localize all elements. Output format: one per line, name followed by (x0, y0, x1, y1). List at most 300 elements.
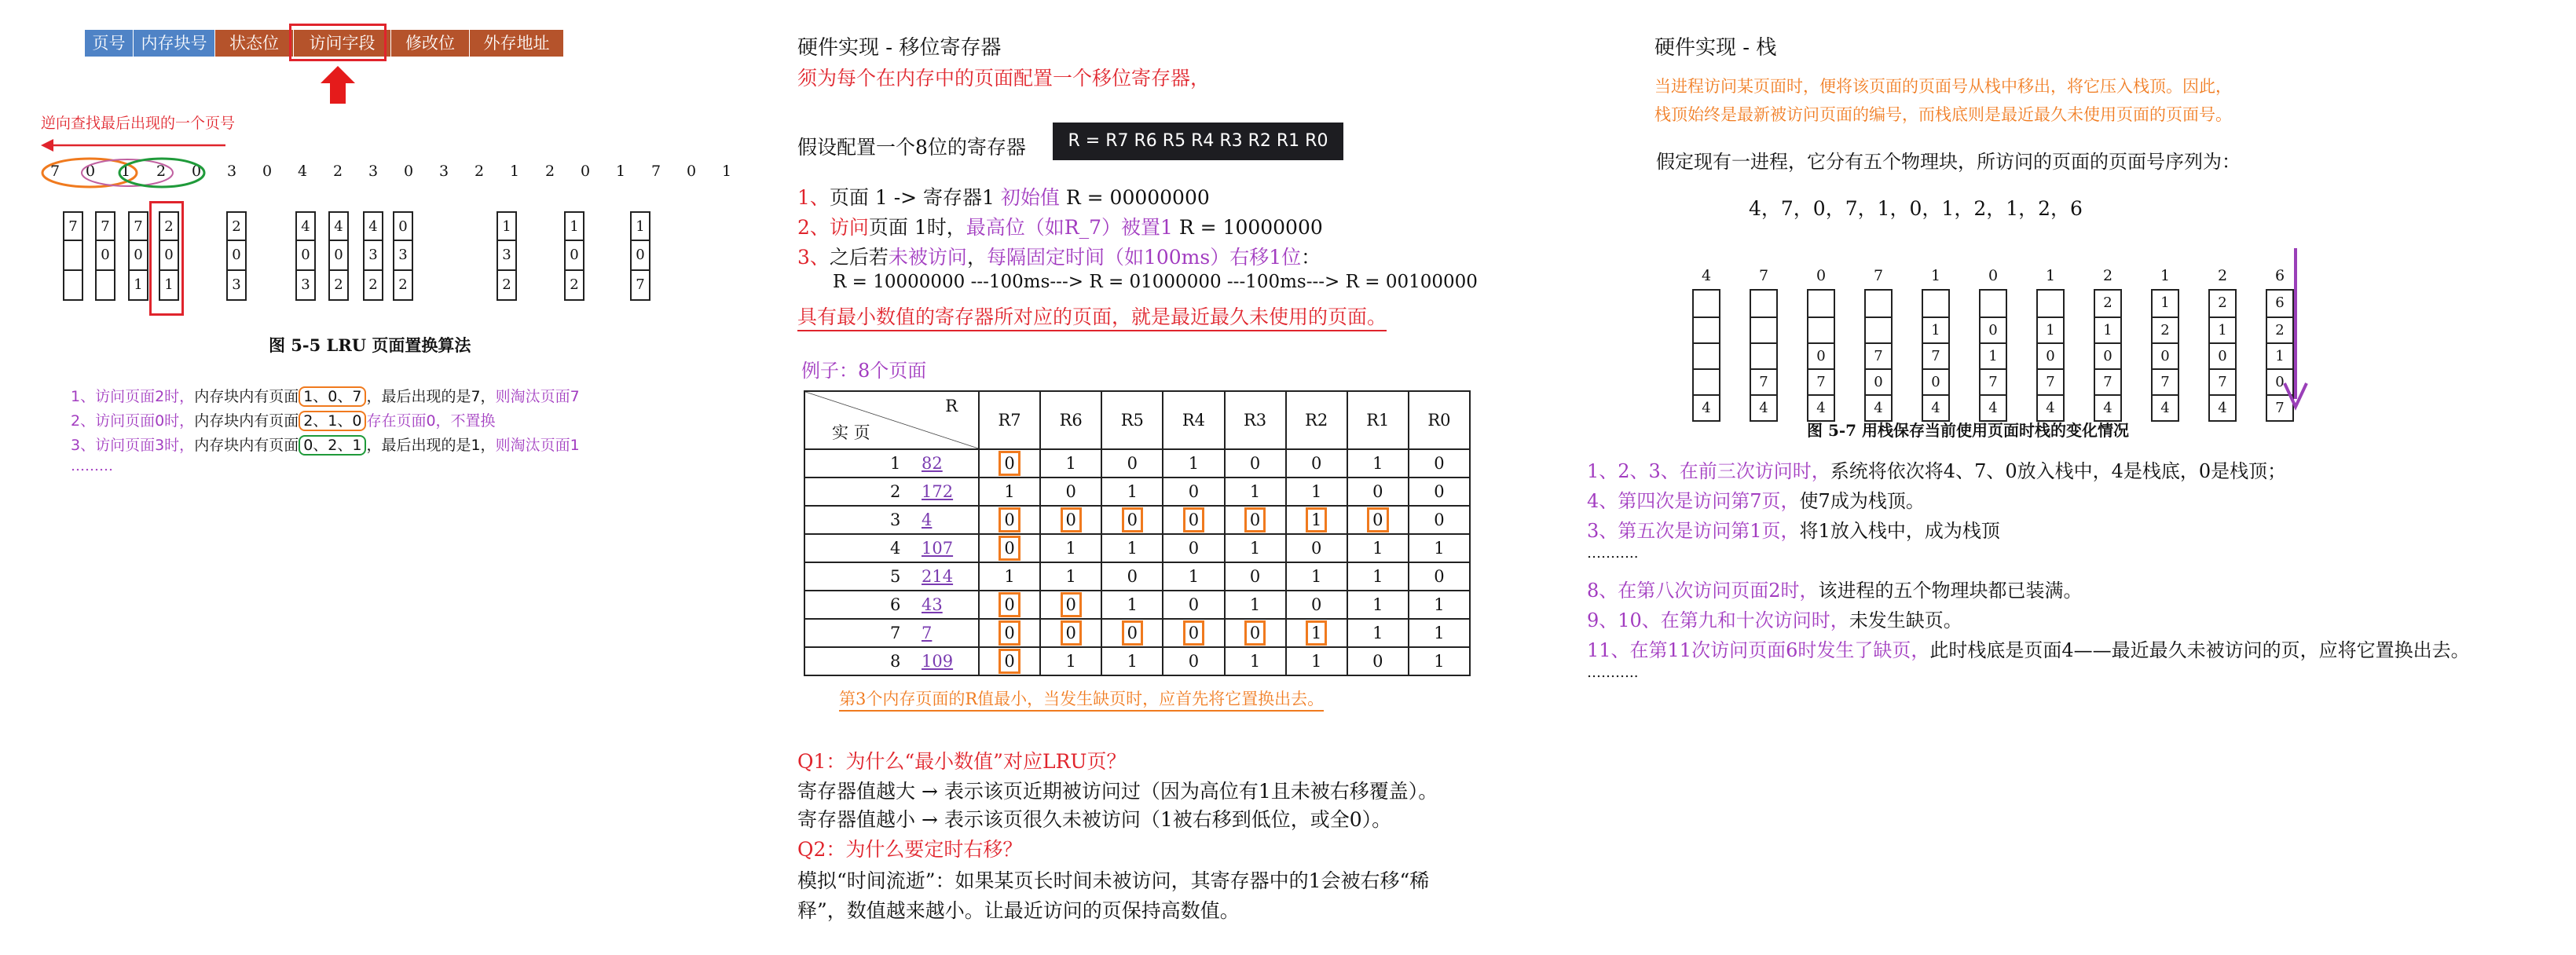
note-lead: 4、第四次是访问第7页， (1587, 490, 1800, 512)
bit-value: 1 (1065, 567, 1076, 586)
step-1-value: R = 00000000 (1059, 186, 1210, 209)
bit-value: 1 (1311, 567, 1322, 586)
stack-cell: 1 (2095, 317, 2120, 342)
frame-cell (63, 241, 83, 271)
note-text: 此时栈底是页面4——最近最久未被访问的页，应将它置换出去。 (1929, 639, 2470, 661)
frame-cell: 0 (328, 241, 349, 271)
bit-cell (1163, 534, 1224, 562)
frame-cell: 4 (295, 211, 316, 241)
step-1-num: 1、 (797, 186, 830, 209)
stack-access-label: 7 (1873, 267, 1884, 284)
stack-cell: 2 (2267, 317, 2292, 342)
bit-cell (1225, 506, 1286, 534)
row-page-link[interactable]: 107 (922, 539, 954, 558)
stack-cell: 0 (2095, 342, 2120, 368)
note-text: 将1放入栈中，成为栈顶 (1799, 520, 2000, 542)
frame-cell: 1 (128, 271, 148, 301)
bit-value: 1 (1311, 652, 1322, 671)
stack-cell: 0 (2153, 342, 2178, 368)
bit-cell (1040, 534, 1101, 562)
bit-cell (1101, 647, 1163, 675)
frame-cell: 0 (128, 241, 148, 271)
row-page-link[interactable]: 214 (922, 567, 954, 586)
bit-cell (1409, 478, 1470, 506)
sequence-item: 0 (191, 163, 202, 180)
corner-page-label: 实 页 (832, 423, 870, 442)
note-text: 该进程的五个物理块都已装满。 (1818, 580, 2083, 602)
step-2-num: 2、 (797, 216, 830, 239)
step-3-comma: ， (966, 246, 987, 269)
table-row (804, 534, 1470, 562)
sequence-item: 2 (156, 163, 167, 180)
bit-cell (1225, 449, 1286, 478)
stack-access-label: 2 (2217, 267, 2228, 284)
note-text: 系统将依次将4、7、0放入栈中，4是栈底，0是栈顶； (1830, 460, 2287, 482)
stack-note (1587, 456, 2286, 483)
sequence-item: 3 (438, 163, 449, 180)
stack-cell (1694, 291, 1719, 317)
stack-desc-2: 栈顶始终是最新被访问页面的编号，而栈底则是最近最久未使用页面的页面号。 (1654, 105, 2232, 124)
bit-cell (1040, 506, 1101, 534)
bit-value: 0 (1434, 567, 1445, 586)
stack-cell: 4 (2095, 394, 2120, 420)
bit-value: 0 (1372, 652, 1383, 671)
stack-cell (1751, 291, 1776, 317)
bit-cell (1101, 562, 1163, 591)
q2-answer-1: 模拟“时间流逝”：如果某页长时间未被访问，其寄存器中的1会被右移“稀 (797, 869, 1430, 892)
column-header-label: R4 (1182, 411, 1206, 430)
access-field-highlight (289, 24, 387, 61)
q1-answer-2: 寄存器值越小 → 表示该页很久未被访问（1被右移到低位，或全0）。 (797, 808, 1392, 831)
bit-value: 0 (999, 592, 1020, 617)
stack-cell: 4 (1751, 394, 1776, 420)
stack-column (1922, 267, 1950, 422)
note-text: ……….. (1587, 545, 1639, 562)
bit-cell (979, 619, 1040, 647)
bit-cell (1409, 591, 1470, 619)
bit-value: 1 (1434, 652, 1445, 671)
shift-line: R = 10000000 ---100ms---> R = 01000000 ---100ms---> R = 00100000 (833, 272, 1478, 292)
row-label (804, 478, 979, 506)
step-2-access: 访问 (829, 216, 869, 239)
stack-cell: 6 (2275, 295, 2285, 311)
stack-box (2208, 289, 2237, 422)
header-cell: 内存块号 (134, 30, 215, 57)
stack-cell: 7 (1751, 368, 1776, 394)
section-title: 硬件实现 - 移位寄存器 (797, 36, 1002, 60)
column-header (1225, 391, 1286, 449)
sequence-item: 1 (615, 163, 626, 180)
corner-r-label: R (945, 397, 958, 415)
bit-cell (1409, 619, 1470, 647)
stack-cell: 7 (1923, 342, 1948, 368)
q1-answer-1: 寄存器值越大 → 表示该页近期被访问过（因为高位有1且未被右移覆盖）。 (797, 780, 1438, 803)
frame-cell: 3 (363, 241, 383, 271)
frame-cell: 1 (159, 271, 179, 301)
bit-value: 1 (1065, 454, 1076, 473)
column-header (1347, 391, 1409, 449)
figure-caption-5-5: 图 5-5 LRU 页面置换算法 (269, 335, 471, 355)
bit-cell (1040, 562, 1101, 591)
bit-value: 1 (1434, 624, 1445, 642)
row-page-link[interactable]: 109 (922, 652, 954, 671)
frame-cell: 7 (63, 211, 83, 241)
step-3-colon: ： (1301, 246, 1321, 269)
stack-cell: 7 (1981, 368, 2006, 394)
frame-cell: 1 (497, 211, 517, 241)
frame-cell: 4 (328, 211, 349, 241)
note-text: 内存块内有页面 (194, 437, 299, 454)
bit-cell (979, 449, 1040, 478)
bit-cell (1101, 534, 1163, 562)
column-header-label: R1 (1366, 411, 1390, 430)
reverse-search-note: 逆向查找最后出现的一个页号 (41, 115, 236, 132)
bit-value: 1 (1127, 482, 1138, 501)
header-cell: 修改位 (391, 30, 470, 57)
bit-cell (1040, 449, 1101, 478)
sequence-item: 7 (650, 163, 661, 180)
stack-cell: 0 (2038, 342, 2063, 368)
bit-cell (1225, 562, 1286, 591)
stack-sequence: 4，7，0，7，1，0，1，2，1，2，6 (1749, 197, 2083, 220)
bit-value: 0 (999, 620, 1020, 646)
stack-access-label: 0 (1816, 267, 1827, 284)
frame-cell: 4 (363, 211, 383, 241)
stack-cell: 7 (2267, 394, 2292, 420)
bit-value: 0 (1244, 507, 1266, 532)
note-text: ……….. (1587, 664, 1639, 681)
bit-cell (1347, 591, 1409, 619)
row-id: 7 (890, 624, 901, 642)
frame-cell (95, 271, 115, 301)
frame-cell: 0 (295, 241, 316, 271)
note-result: 则淘汰页面1 (495, 437, 580, 454)
note-text: 内存块内有页面 (194, 388, 299, 405)
bit-value: 0 (1367, 507, 1388, 532)
stack-column (2094, 267, 2122, 422)
sequence-item: 2 (474, 163, 485, 180)
stack-box (1692, 289, 1720, 422)
header-cell: 页号 (85, 30, 134, 57)
bit-cell (979, 562, 1040, 591)
row-page-link[interactable]: 43 (922, 595, 943, 614)
column-header (1286, 391, 1347, 449)
stack-note (1587, 575, 2083, 602)
frame-column (328, 211, 349, 301)
frame-column (63, 211, 83, 301)
stack-cell (1866, 291, 1891, 317)
bit-value: 0 (1122, 620, 1143, 646)
sequence-item: 0 (85, 163, 96, 180)
bit-cell (1409, 647, 1470, 675)
sequence-item: 1 (509, 163, 520, 180)
ellipsis: ……… (71, 458, 113, 474)
stack-box (2094, 289, 2122, 422)
stack-access-label: 1 (2045, 267, 2056, 284)
bit-value: 0 (1188, 482, 1200, 501)
note-box: 1、0、7 (299, 386, 366, 407)
bit-value: 0 (1311, 595, 1322, 614)
row-id: 1 (890, 454, 901, 473)
frame-cell: 3 (226, 271, 247, 301)
frame-cell: 0 (226, 241, 247, 271)
column-header-label: R3 (1243, 411, 1267, 430)
stack-access-label: 1 (2160, 267, 2171, 284)
header-cell: 状态位 (215, 30, 294, 57)
bit-cell (1286, 478, 1347, 506)
row-id: 5 (890, 567, 901, 586)
stack-column (2151, 267, 2179, 422)
bit-value: 0 (1249, 567, 1261, 586)
frame-cell: 2 (564, 271, 584, 301)
bit-cell (1286, 562, 1347, 591)
bit-value: 0 (1061, 592, 1082, 617)
frame-column (630, 211, 650, 301)
stack-cell: 1 (2267, 342, 2292, 368)
stack-cell: 2 (2218, 295, 2227, 311)
sequence-ovals (28, 152, 217, 193)
sequence-item: 7 (49, 163, 60, 180)
bit-value: 0 (1311, 454, 1322, 473)
bit-value: 1 (1306, 620, 1327, 646)
row-id: 8 (890, 652, 901, 671)
sequence-item: 3 (368, 163, 379, 180)
bit-cell (1225, 647, 1286, 675)
note-mid: ，最后出现的是7， (366, 388, 496, 405)
note-lead: 2、访问页面0时， (71, 412, 195, 430)
bit-value: 1 (1372, 454, 1383, 473)
column-header-label: R2 (1305, 411, 1328, 430)
stack-cell (1694, 368, 1719, 394)
sequence-item: 1 (120, 163, 131, 180)
bit-cell (1409, 534, 1470, 562)
bit-value: 0 (999, 536, 1020, 561)
bit-value: 0 (1183, 620, 1204, 646)
bit-cell (1101, 478, 1163, 506)
column-highlight (149, 201, 184, 316)
bit-cell (1225, 534, 1286, 562)
column-header (1409, 391, 1470, 449)
stack-assume: 假定现有一进程，它分有五个物理块，所访问的页面的页面号序列为： (1656, 151, 2241, 173)
frame-cell: 3 (393, 241, 413, 271)
step-1 (797, 182, 1210, 210)
stack-cell: 0 (1981, 317, 2006, 342)
note-box: 2、1、0 (299, 411, 366, 431)
stack-note (1587, 515, 2000, 543)
assume-register: 假设配置一个8位的寄存器 (797, 136, 1026, 159)
stack-cell (1808, 317, 1834, 342)
column-header (1163, 391, 1224, 449)
step-2-value: R = 10000000 (1172, 216, 1323, 239)
stack-cell: 1 (1923, 317, 1948, 342)
row-page-link[interactable]: 4 (922, 510, 933, 529)
bit-value: 1 (1372, 624, 1383, 642)
bit-cell (1163, 619, 1224, 647)
frame-column (564, 211, 584, 301)
stack-cell: 4 (1808, 394, 1834, 420)
bit-cell (1163, 478, 1224, 506)
frame-cell: 2 (226, 211, 247, 241)
frame-cell: 7 (95, 211, 115, 241)
figure-caption-5-7: 图 5-7 用栈保存当前使用页面时栈的变化情况 (1807, 421, 2130, 440)
frame-column (226, 211, 247, 301)
stack-cell: 0 (1866, 368, 1891, 394)
bit-value: 1 (1434, 595, 1445, 614)
frame-column (363, 211, 383, 301)
frame-cell: 3 (295, 271, 316, 301)
bit-cell (1286, 506, 1347, 534)
column-header-label: R5 (1120, 411, 1144, 430)
table-row (804, 562, 1470, 591)
bit-value: 1 (1249, 652, 1261, 671)
step-1-text: 页面 1 -> 寄存器1 (829, 186, 1001, 209)
stack-access-label: 0 (1988, 267, 1999, 284)
frame-cell: 7 (128, 211, 148, 241)
bit-value: 0 (1244, 620, 1266, 646)
bit-value: 1 (1311, 482, 1322, 501)
section-title-stack: 硬件实现 - 栈 (1654, 36, 1777, 60)
bit-value: 0 (1183, 507, 1204, 532)
stack-cell: 2 (2103, 295, 2112, 311)
sequence-item: 3 (226, 163, 237, 180)
stack-cell: 1 (2210, 317, 2235, 342)
frame-cell: 1 (564, 211, 584, 241)
bit-value: 1 (1249, 482, 1261, 501)
note-lead: 1、访问页面2时， (71, 388, 195, 405)
row-page-link[interactable]: 82 (922, 454, 943, 473)
column-header (1101, 391, 1163, 449)
step-2 (797, 212, 1323, 240)
frame-cell: 1 (630, 211, 650, 241)
sequence-item: 1 (721, 163, 732, 180)
lru-note (71, 434, 580, 455)
header-cell: 访问字段 (294, 30, 391, 57)
stack-note (1587, 635, 2470, 662)
bit-cell (1101, 449, 1163, 478)
step-2-text: 页面 1时， (868, 216, 966, 239)
stack-cell: 0 (1923, 368, 1948, 394)
bit-value: 1 (1372, 567, 1383, 586)
stack-box (1922, 289, 1950, 422)
note-text: 未发生缺页。 (1849, 609, 1962, 631)
frame-column (128, 211, 148, 301)
bit-value: 1 (1127, 539, 1138, 558)
bit-value: 0 (1434, 454, 1445, 473)
frame-cell: 3 (497, 241, 517, 271)
table-row (804, 478, 1470, 506)
stack-note (1587, 545, 1638, 562)
stack-cell: 0 (2267, 368, 2292, 394)
stack-cell: 1 (2038, 317, 2063, 342)
table-row (804, 647, 1470, 675)
bit-cell (1163, 591, 1224, 619)
stack-access-label: 7 (1758, 267, 1769, 284)
bit-value: 1 (1127, 595, 1138, 614)
column-header-label: R0 (1427, 411, 1451, 430)
stack-cell (1981, 291, 2006, 317)
stack-column (2208, 267, 2237, 422)
frame-cell: 0 (630, 241, 650, 271)
bit-value: 0 (1188, 652, 1200, 671)
bit-value: 0 (1061, 507, 1082, 532)
stack-cell (1923, 291, 1948, 317)
bit-value: 0 (1249, 454, 1261, 473)
stack-cell: 4 (1923, 394, 1948, 420)
row-label (804, 534, 979, 562)
table-row (804, 506, 1470, 534)
note-lead: 1、2、3、在前三次访问时， (1587, 460, 1830, 482)
stack-cell: 7 (1866, 342, 1891, 368)
bit-cell (1163, 562, 1224, 591)
stack-cell (2038, 291, 2063, 317)
stack-cell (1808, 291, 1834, 317)
frame-column (393, 211, 413, 301)
example-title: 例子：8个页面 (801, 360, 927, 382)
stack-cell: 7 (2038, 368, 2063, 394)
stack-cell: 4 (1866, 394, 1891, 420)
bit-cell (1347, 478, 1409, 506)
step-3-text: 之后若 (829, 246, 889, 269)
row-page-link[interactable]: 172 (922, 482, 954, 501)
frame-cell: 2 (159, 211, 179, 241)
bit-cell (979, 534, 1040, 562)
column-header-label: R7 (998, 411, 1021, 430)
bit-value: 1 (1249, 595, 1261, 614)
stack-column (1750, 267, 1778, 422)
bit-cell (1347, 647, 1409, 675)
step-3-num: 3、 (797, 246, 830, 269)
row-page-link[interactable]: 7 (922, 624, 933, 642)
bit-value: 0 (1061, 620, 1082, 646)
lru-note (71, 385, 580, 406)
note-lead: 11、在第11次访问页面6时发生了缺页， (1587, 639, 1930, 661)
note-text: 使7成为栈顶。 (1799, 490, 1925, 512)
bit-cell (1040, 478, 1101, 506)
stack-cell: 7 (1808, 368, 1834, 394)
bit-value: 0 (1372, 482, 1383, 501)
step-3-shift: 每隔固定时间（如100ms）右移1位 (986, 246, 1302, 269)
stack-cell (1694, 342, 1719, 368)
stack-cell (1866, 317, 1891, 342)
frame-column (95, 211, 115, 301)
stack-cell: 4 (1694, 394, 1719, 420)
bit-cell (1347, 449, 1409, 478)
bit-value: 1 (1188, 567, 1200, 586)
frame-cell: 2 (393, 271, 413, 301)
sequence-item: 2 (332, 163, 343, 180)
bit-value: 1 (1004, 567, 1015, 586)
table-header-row (804, 391, 1470, 449)
stack-cell (1751, 317, 1776, 342)
stack-cell: 0 (2210, 342, 2235, 368)
frame-column (497, 211, 517, 301)
stack-cell: 7 (2095, 368, 2120, 394)
up-arrow-icon (321, 66, 355, 104)
bit-value: 1 (1372, 539, 1383, 558)
bit-value: 0 (1127, 454, 1138, 473)
step-3-unused: 未被访问 (888, 246, 967, 269)
section-subtitle: 须为每个在内存中的页面配置一个移位寄存器， (797, 67, 1211, 90)
bit-cell (979, 478, 1040, 506)
bit-cell (1409, 506, 1470, 534)
sequence-item: 0 (686, 163, 697, 180)
bit-value: 0 (1188, 539, 1200, 558)
table-row (804, 619, 1470, 647)
bit-cell (1347, 506, 1409, 534)
frame-cell: 2 (363, 271, 383, 301)
bit-value: 1 (1249, 539, 1261, 558)
sequence-item: 2 (544, 163, 555, 180)
